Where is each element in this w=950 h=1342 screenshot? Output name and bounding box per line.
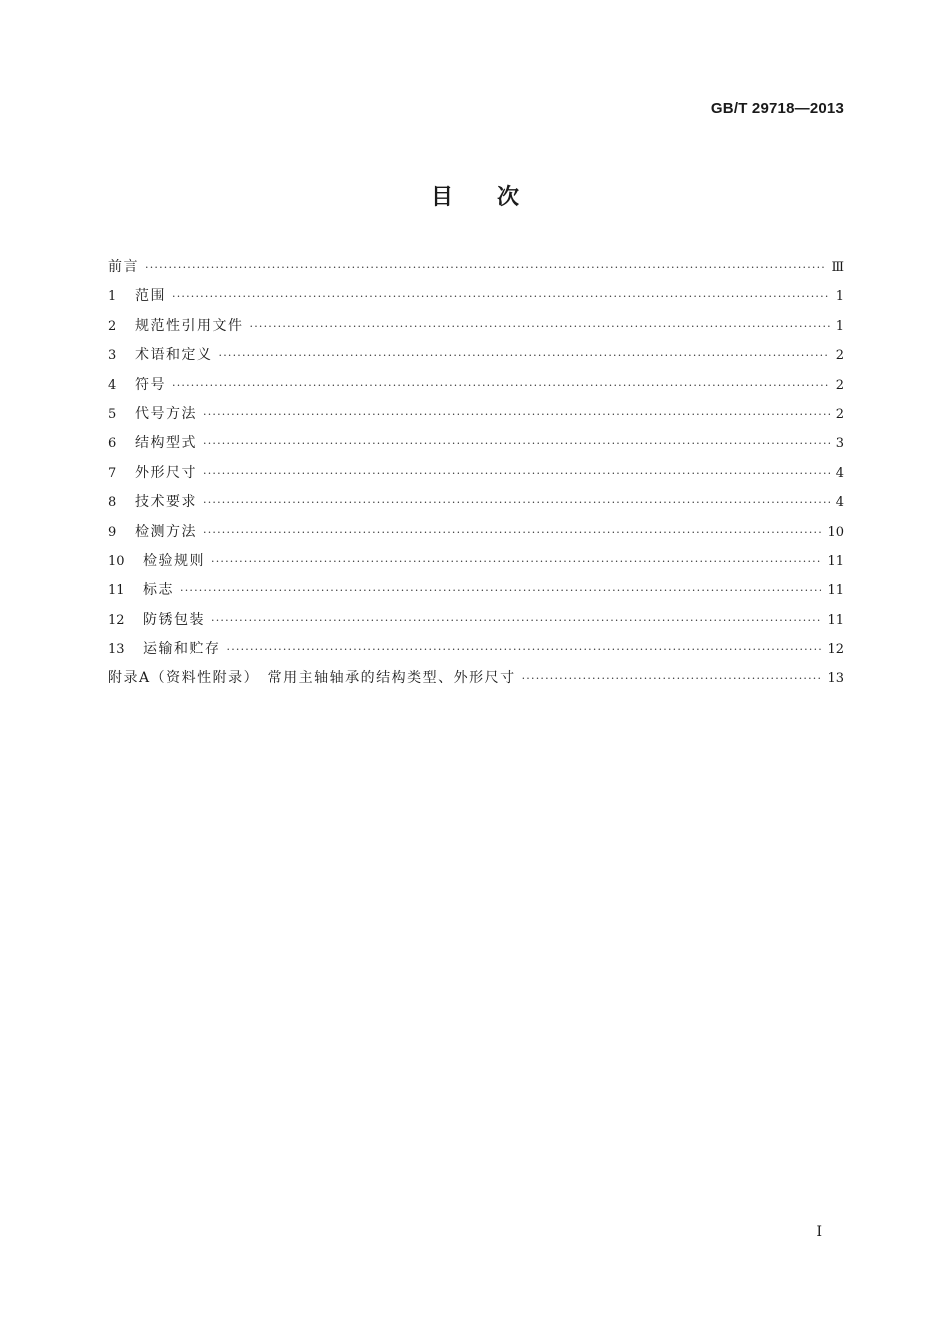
toc-entry-label: 术语和定义 xyxy=(135,347,213,364)
toc-entry-label: 检验规则 xyxy=(143,552,205,569)
toc-entry-number: 1 xyxy=(108,289,117,305)
toc-leader-dots xyxy=(145,261,825,274)
toc-leader-dots xyxy=(203,408,830,421)
toc-entry-page: 11 xyxy=(827,583,844,599)
toc-entry-page: 3 xyxy=(835,436,844,452)
toc-leader-dots xyxy=(227,643,822,656)
toc-entry[interactable] xyxy=(108,432,844,461)
toc-entry-page: Ⅲ xyxy=(831,260,844,275)
toc-entry-label: 代号方法 xyxy=(135,405,197,422)
toc-entry[interactable] xyxy=(108,491,844,520)
table-of-contents xyxy=(108,256,844,697)
toc-title: 目次 xyxy=(430,185,563,210)
toc-entry-number: 13 xyxy=(108,642,125,658)
toc-entry-number: 11 xyxy=(108,583,125,599)
toc-entry-number: 5 xyxy=(108,406,117,422)
toc-entry-page: 2 xyxy=(835,377,844,393)
toc-entry-label: 范围 xyxy=(135,288,166,305)
toc-entry-label: 结构型式 xyxy=(135,435,197,452)
toc-entry-number: 12 xyxy=(108,612,125,628)
toc-entry-page: 2 xyxy=(835,406,844,422)
toc-entry-number: 4 xyxy=(108,377,117,393)
toc-entry[interactable] xyxy=(108,667,844,696)
toc-leader-dots xyxy=(219,349,830,362)
toc-entry-number: 10 xyxy=(108,553,125,569)
toc-leader-dots xyxy=(211,555,821,568)
toc-entry-page: 2 xyxy=(835,348,844,364)
toc-entry[interactable] xyxy=(108,638,844,667)
toc-entry[interactable] xyxy=(108,521,844,550)
toc-entry-label: 检测方法 xyxy=(135,523,197,540)
toc-leader-dots xyxy=(250,320,830,333)
page-number: Ⅰ xyxy=(816,1224,822,1240)
toc-leader-dots xyxy=(172,379,830,392)
toc-entry-number: 9 xyxy=(108,524,117,540)
toc-entry-label: 前言 xyxy=(108,259,139,275)
toc-entry-page: 1 xyxy=(835,289,844,305)
toc-entry-page: 13 xyxy=(827,671,844,687)
toc-leader-dots xyxy=(203,526,821,539)
toc-entry-label: 防锈包装 xyxy=(143,611,205,628)
toc-entry-page: 4 xyxy=(835,465,844,481)
toc-entry-label: 标志 xyxy=(143,582,174,599)
toc-entry[interactable] xyxy=(108,550,844,579)
toc-entry-page: 12 xyxy=(827,642,844,658)
toc-entry[interactable] xyxy=(108,579,844,608)
toc-entry-label: 技术要求 xyxy=(135,494,197,511)
standard-code: GB/T 29718—2013 xyxy=(710,100,844,117)
toc-entry-number: 3 xyxy=(108,348,117,364)
toc-entry[interactable] xyxy=(108,374,844,403)
toc-leader-dots xyxy=(203,496,830,509)
toc-leader-dots xyxy=(172,290,830,303)
toc-entry[interactable] xyxy=(108,609,844,638)
toc-entry[interactable] xyxy=(108,315,844,344)
toc-entry-label: 附录A（资料性附录） 常用主轴轴承的结构类型、外形尺寸 xyxy=(108,670,516,687)
toc-entry-number: 7 xyxy=(108,465,117,481)
toc-entry-label: 符号 xyxy=(135,376,166,393)
toc-entry-page: 4 xyxy=(835,495,844,511)
toc-entry[interactable] xyxy=(108,285,844,314)
toc-leader-dots xyxy=(522,672,822,685)
toc-entry-label: 外形尺寸 xyxy=(135,464,197,481)
toc-entry[interactable] xyxy=(108,344,844,373)
toc-entry-label: 运输和贮存 xyxy=(143,641,221,658)
toc-entry[interactable] xyxy=(108,462,844,491)
toc-leader-dots xyxy=(203,437,830,450)
toc-leader-dots xyxy=(203,467,830,480)
toc-entry[interactable] xyxy=(108,403,844,432)
toc-leader-dots xyxy=(211,614,821,627)
toc-entry[interactable] xyxy=(108,256,844,285)
toc-entry-page: 11 xyxy=(827,612,844,628)
toc-entry-number: 6 xyxy=(108,436,117,452)
toc-entry-page: 1 xyxy=(835,318,844,334)
toc-entry-page: 10 xyxy=(827,524,844,540)
toc-entry-page: 11 xyxy=(827,553,844,569)
toc-leader-dots xyxy=(180,584,821,597)
toc-entry-number: 2 xyxy=(108,318,117,334)
toc-entry-number: 8 xyxy=(108,495,117,511)
toc-entry-label: 规范性引用文件 xyxy=(135,317,244,334)
